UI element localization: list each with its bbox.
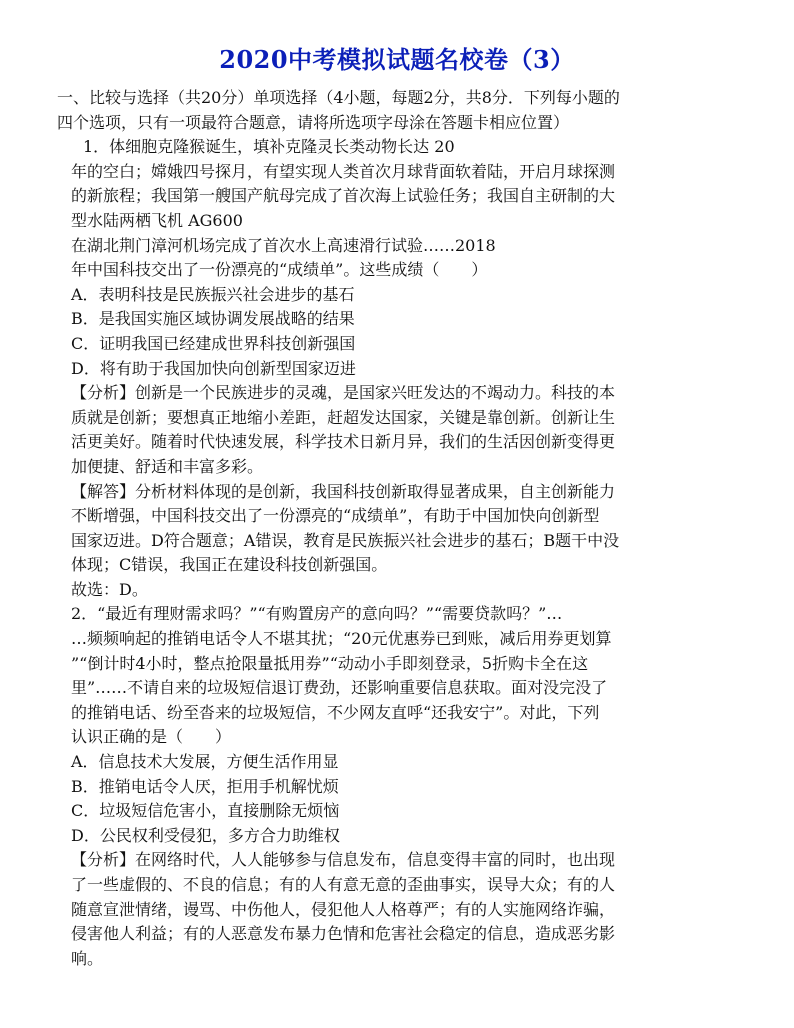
question-2-option-b: B．推销电话令人厌，拒用手机解忧烦 <box>71 776 339 796</box>
question-1-answer-line: 【解答】分析材料体现的是创新，我国科技创新取得显著成果，自主创新能力 <box>71 481 616 501</box>
question-1-stem-line: 年的空白；嫦娥四号探月，有望实现人类首次月球背面软着陆，开启月球探测 <box>71 161 616 181</box>
question-1-stem-line: 1．体细胞克隆猴诞生，填补克隆灵长类动物长达 20 <box>83 137 455 157</box>
question-1-stem-line: 年中国科技交出了一份漂亮的“成绩单”。这些成绩（ ） <box>71 260 488 280</box>
question-1-stem-line: 的新旅程；我国第一艘国产航母完成了首次海上试验任务；我国自主研制的大 <box>71 186 616 206</box>
question-2-stem-line: ”“倒计时4小时，整点抢限量抵用券”“动动小手即刻登录，5折购卡全在这 <box>71 653 589 673</box>
question-1-stem-line: 型水陆两栖飞机 AG600 <box>71 210 243 230</box>
question-1-option-a: A．表明科技是民族振兴社会进步的基石 <box>71 284 355 304</box>
question-1-stem-line: 在湖北荆门漳河机场完成了首次水上高速滑行试验……2018 <box>71 235 496 255</box>
question-2-stem-line: 里”……不请自来的垃圾短信退订费劲，还影响重要信息获取。面对没完没了 <box>71 678 608 698</box>
question-1-analysis-line: 加便捷、舒适和丰富多彩。 <box>71 456 264 476</box>
question-1-option-c: C．证明我国已经建成世界科技创新强国 <box>71 333 356 353</box>
question-1-choice: 故选：D。 <box>71 579 148 599</box>
question-1-option-d: D．将有助于我国加快向创新型国家迈进 <box>71 358 356 378</box>
question-2-analysis-line: 【分析】在网络时代，人人能够参与信息发布，信息变得丰富的同时，也出现 <box>71 850 616 870</box>
question-1-answer-line: 国家迈进。D符合题意；A错误，教育是民族振兴社会进步的基石；B题干中没 <box>71 530 620 550</box>
question-2-analysis-line: 随意宣泄情绪，谩骂、中伤他人，侵犯他人人格尊严；有的人实施网络诈骗， <box>71 899 616 919</box>
question-1-option-b: B．是我国实施区域协调发展战略的结果 <box>71 309 355 329</box>
page-title: 2020中考模拟试题名校卷（3） <box>219 45 575 74</box>
question-2-option-a: A．信息技术大发展，方便生活作用显 <box>71 752 339 772</box>
question-2-analysis-line: 响。 <box>71 948 104 968</box>
question-1-analysis-line: 【分析】创新是一个民族进步的灵魂，是国家兴旺发达的不竭动力。科技的本 <box>71 383 616 403</box>
question-2-option-d: D．公民权利受侵犯，多方合力助维权 <box>71 825 340 845</box>
question-1-answer-line: 体现；C错误，我国正在建设科技创新强国。 <box>71 555 388 575</box>
question-2-analysis-line: 侵害他人利益；有的人恶意发布暴力色情和危害社会稳定的信息，造成恶劣影 <box>71 924 616 944</box>
question-2-option-c: C．垃圾短信危害小，直接删除无烦恼 <box>71 801 340 821</box>
question-2-stem-line: 认识正确的是（ ） <box>71 727 232 747</box>
document-body <box>57 86 747 971</box>
question-2-stem-line: 2．“最近有理财需求吗？”“有购置房产的意向吗？”“需要贷款吗？”… <box>71 604 563 624</box>
question-2-stem-line: 的推销电话、纷至沓来的垃圾短信，不少网友直呼“还我安宁”。对此，下列 <box>71 702 600 722</box>
question-1-analysis-line: 活更美好。随着时代快速发展，科学技术日新月异，我们的生活因创新变得更 <box>71 432 616 452</box>
question-2-stem-line: …频频响起的推销电话令人不堪其扰；“20元优惠券已到账，减后用券更划算 <box>71 629 612 649</box>
section-heading-line: 一、比较与选择（共20分）单项选择（4小题，每题2分，共8分．下列每小题的 <box>57 88 620 107</box>
question-1-analysis-line: 质就是创新；要想真正地缩小差距，赶超发达国家，关键是靠创新。创新让生 <box>71 407 616 427</box>
section-heading-line: 四个选项，只有一项最符合题意，请将所选项字母涂在答题卡相应位置） <box>57 112 570 132</box>
question-2-analysis-line: 了一些虚假的、不良的信息；有的人有意无意的歪曲事实，误导大众；有的人 <box>71 875 616 894</box>
question-1-answer-line: 不断增强，中国科技交出了一份漂亮的“成绩单”，有助于中国加快向创新型 <box>71 506 600 526</box>
